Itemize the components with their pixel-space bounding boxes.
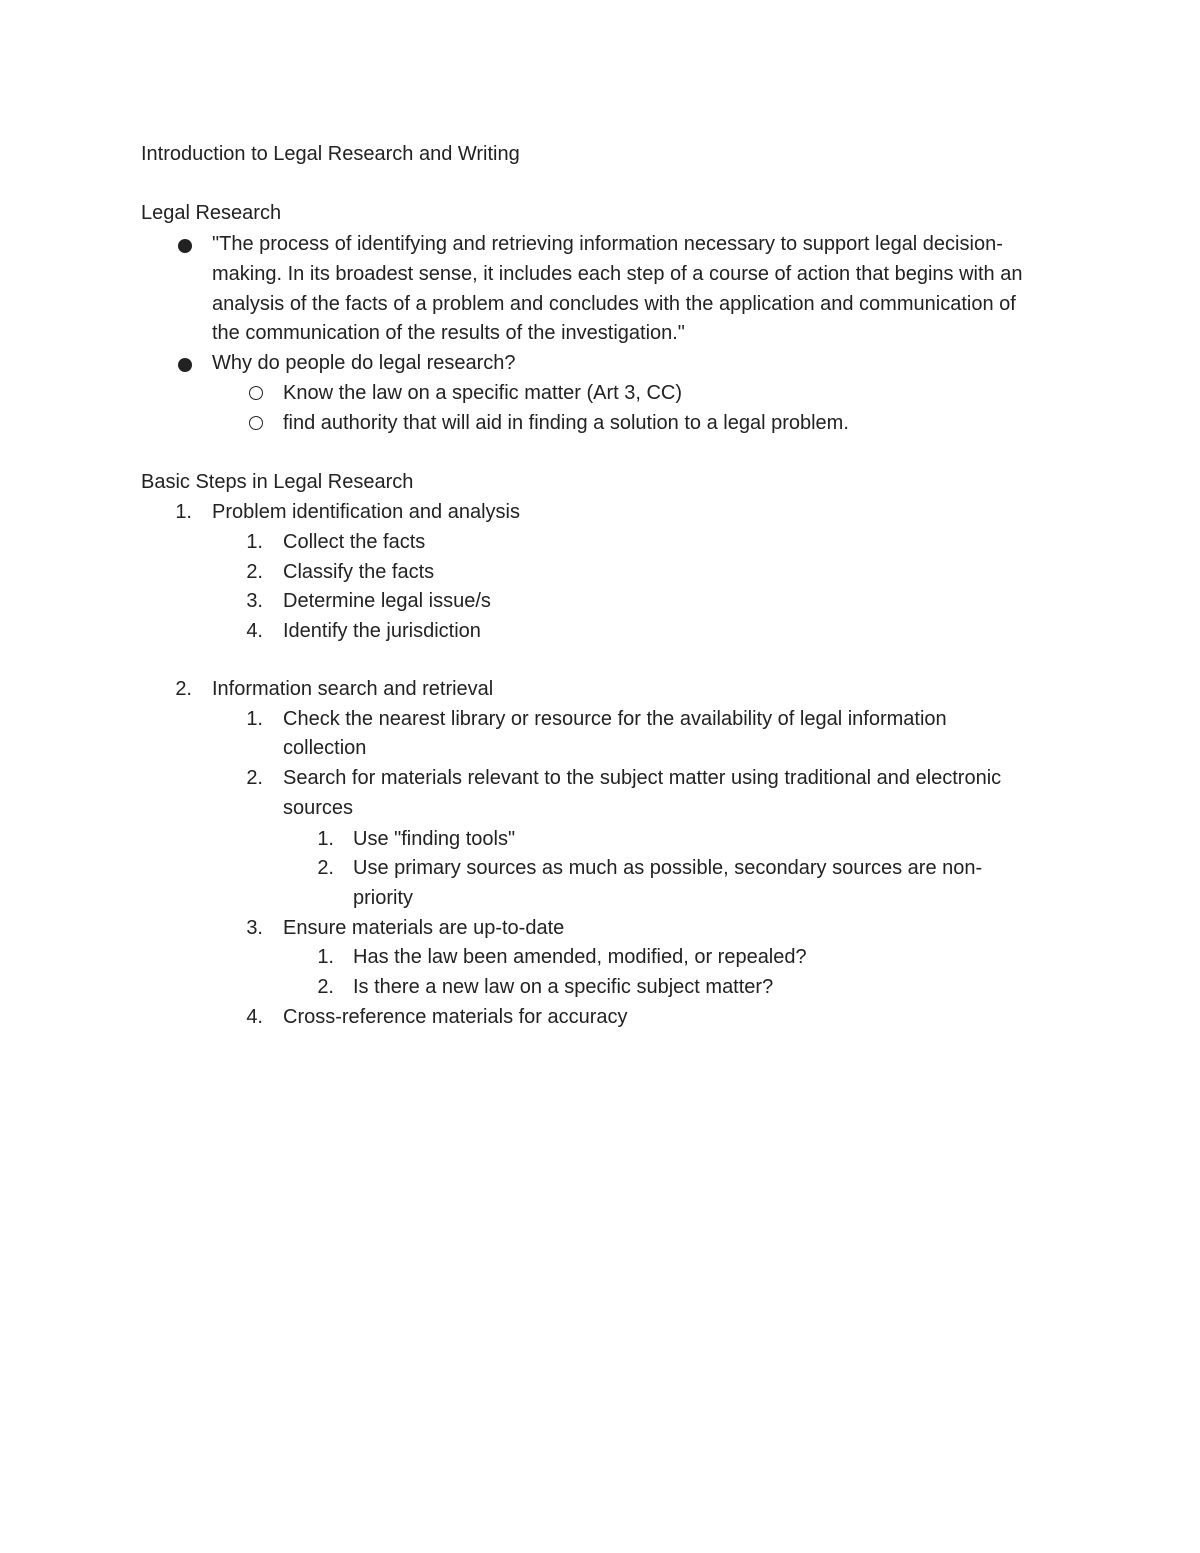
list-number: 1. <box>317 828 334 850</box>
list-number: 2. <box>246 767 263 789</box>
document-title: Introduction to Legal Research and Writing <box>141 143 520 165</box>
definition-line: making. In its broadest sense, it includes each step of a course of action that begins with an <box>212 263 1023 285</box>
list-number: 1. <box>246 708 263 730</box>
list-number: 4. <box>246 620 263 642</box>
step-item: Problem identification and analysis <box>212 501 520 523</box>
list-number: 4. <box>246 1006 263 1028</box>
list-number: 2. <box>175 678 192 700</box>
list-number: 3. <box>246 590 263 612</box>
list-number: 1. <box>317 946 334 968</box>
list-number: 1. <box>246 531 263 553</box>
substep-item: Search for materials relevant to the subject matter using traditional and electronic <box>283 767 1002 789</box>
bullet-filled-icon <box>178 358 192 372</box>
substep-item: Identify the jurisdiction <box>283 620 481 642</box>
list-number: 3. <box>246 917 263 939</box>
bullet-hollow-icon <box>249 386 263 400</box>
list-number: 2. <box>246 561 263 583</box>
list-number: 2. <box>317 976 334 998</box>
definition-line: analysis of the facts of a problem and concludes with the application and communication of <box>212 293 1016 315</box>
definition-line: the communication of the results of the investigation." <box>212 322 685 344</box>
nested-item: Use "finding tools" <box>353 828 516 850</box>
nested-item: Use primary sources as much as possible, secondary sources are non- <box>353 857 983 879</box>
nested-item-continued: priority <box>353 887 414 909</box>
substep-item: Cross-reference materials for accuracy <box>283 1006 628 1028</box>
substep-item-continued: collection <box>283 737 367 759</box>
substep-item: Ensure materials are up-to-date <box>283 917 565 939</box>
nested-item: Is there a new law on a specific subject matter? <box>353 976 774 998</box>
question-item: Why do people do legal research? <box>212 352 516 374</box>
bullet-filled-icon <box>178 239 192 253</box>
step-item: Information search and retrieval <box>212 678 494 700</box>
substep-item: Collect the facts <box>283 531 426 553</box>
answer-item: Know the law on a specific matter (Art 3, CC) <box>283 382 683 404</box>
answer-item: find authority that will aid in finding a solution to a legal problem. <box>283 412 849 434</box>
substep-item: Check the nearest library or resource for the availability of legal information <box>283 708 947 730</box>
list-number: 1. <box>175 501 192 523</box>
list-number: 2. <box>317 857 334 879</box>
bullet-hollow-icon <box>249 416 263 430</box>
substep-item-continued: sources <box>283 797 354 819</box>
definition-line: "The process of identifying and retrieving information necessary to support legal decision- <box>212 233 1003 255</box>
section-heading-legal-research: Legal Research <box>141 202 282 224</box>
nested-item: Has the law been amended, modified, or repealed? <box>353 946 807 968</box>
substep-item: Determine legal issue/s <box>283 590 491 612</box>
section-heading-basic-steps: Basic Steps in Legal Research <box>141 471 414 493</box>
substep-item: Classify the facts <box>283 561 435 583</box>
